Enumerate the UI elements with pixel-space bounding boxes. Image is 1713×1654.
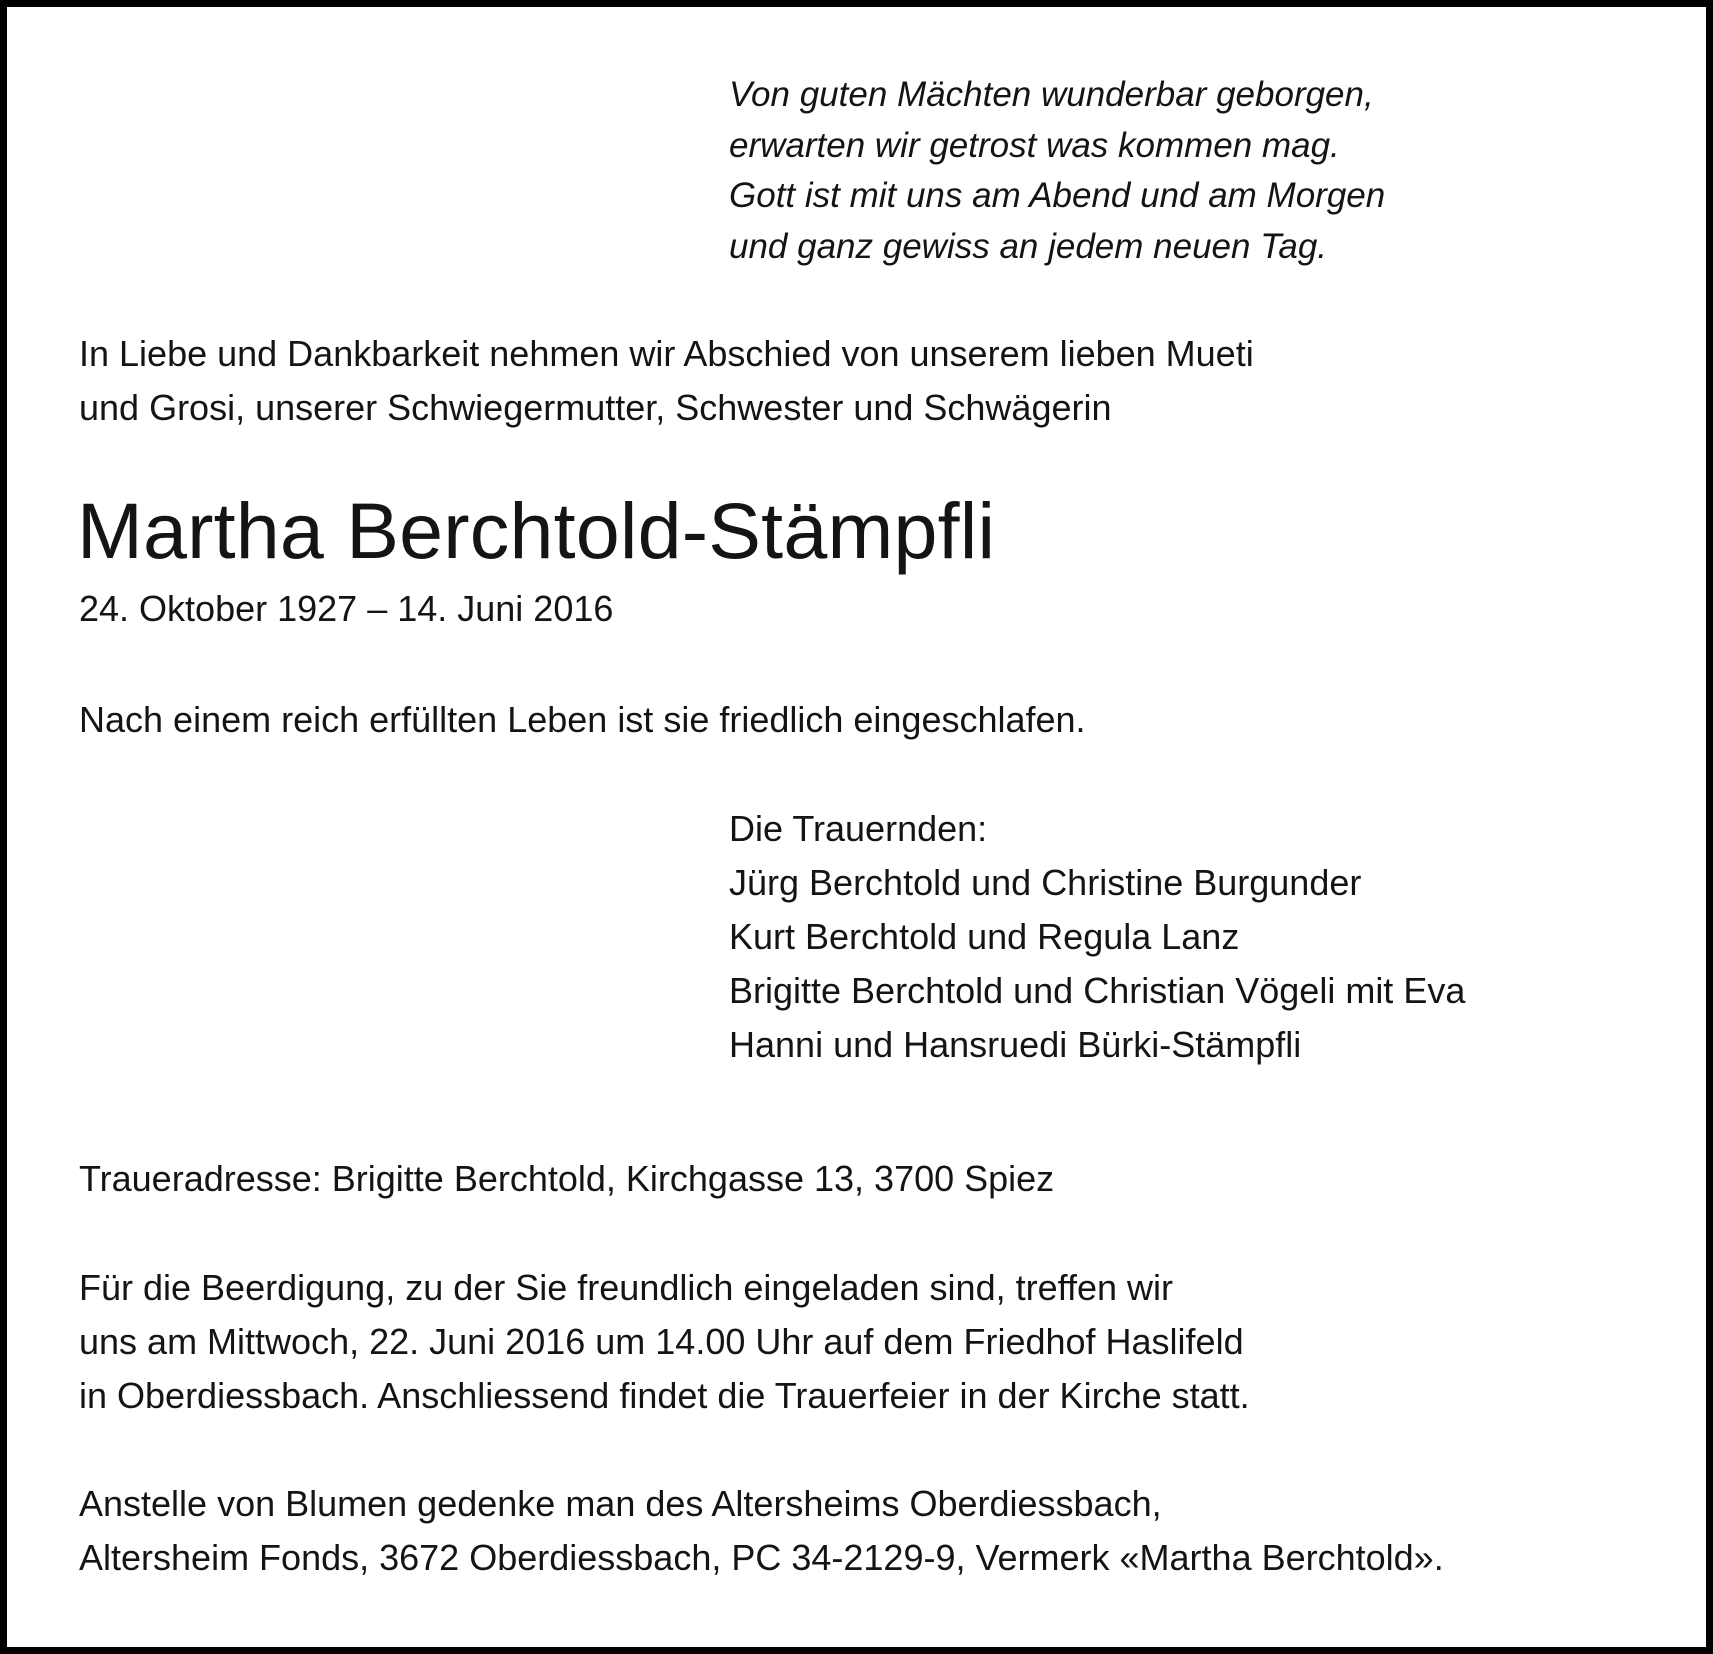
mourners-heading: Die Trauernden: — [729, 808, 988, 849]
funeral-details — [79, 1261, 1250, 1423]
intro-paragraph — [79, 327, 1254, 435]
donation-line: Anstelle von Blumen gedenke man des Altersheims Oberdiessbach, — [79, 1483, 1162, 1524]
verse-line: und ganz gewiss an jedem neuen Tag. — [729, 226, 1328, 266]
life-dates: 24. Oktober 1927 – 14. Juni 2016 — [79, 588, 614, 629]
mourner-entry: Kurt Berchtold und Regula Lanz — [729, 916, 1240, 957]
mourner-entry: Brigitte Berchtold und Christian Vögeli mit Eva — [729, 970, 1466, 1011]
donation-line: Altersheim Fonds, 3672 Oberdiessbach, PC 34-2129-9, Vermerk «Martha Berchtold». — [79, 1537, 1444, 1578]
verse-line: erwarten wir getrost was kommen mag. — [729, 125, 1340, 165]
donation-note — [79, 1477, 1444, 1585]
mourners-list — [729, 802, 1465, 1072]
mourning-address: Traueradresse: Brigitte Berchtold, Kirchgasse 13, 3700 Spiez — [79, 1158, 1055, 1199]
intro-line: und Grosi, unserer Schwiegermutter, Schwester und Schwägerin — [79, 387, 1112, 428]
verse-line: Gott ist mit uns am Abend und am Morgen — [729, 176, 1386, 215]
verse-quote — [729, 70, 1385, 272]
deceased-name: Martha Berchtold-Stämpfli — [77, 486, 996, 575]
passing-statement: Nach einem reich erfüllten Leben ist sie friedlich eingeschlafen. — [79, 699, 1086, 740]
mourner-entry: Jürg Berchtold und Christine Burgunder — [729, 862, 1362, 903]
mourner-entry: Hanni und Hansruedi Bürki-Stämpfli — [729, 1024, 1302, 1065]
funeral-line: in Oberdiessbach. Anschliessend findet die Trauerfeier in der Kirche statt. — [79, 1375, 1250, 1416]
funeral-line: Für die Beerdigung, zu der Sie freundlich eingeladen sind, treffen wir — [79, 1267, 1173, 1308]
intro-line: In Liebe und Dankbarkeit nehmen wir Abschied von unserem lieben Mueti — [79, 333, 1254, 374]
funeral-line: uns am Mittwoch, 22. Juni 2016 um 14.00 Uhr auf dem Friedhof Haslifeld — [79, 1321, 1244, 1362]
verse-line: Von guten Mächten wunderbar geborgen, — [729, 75, 1374, 114]
